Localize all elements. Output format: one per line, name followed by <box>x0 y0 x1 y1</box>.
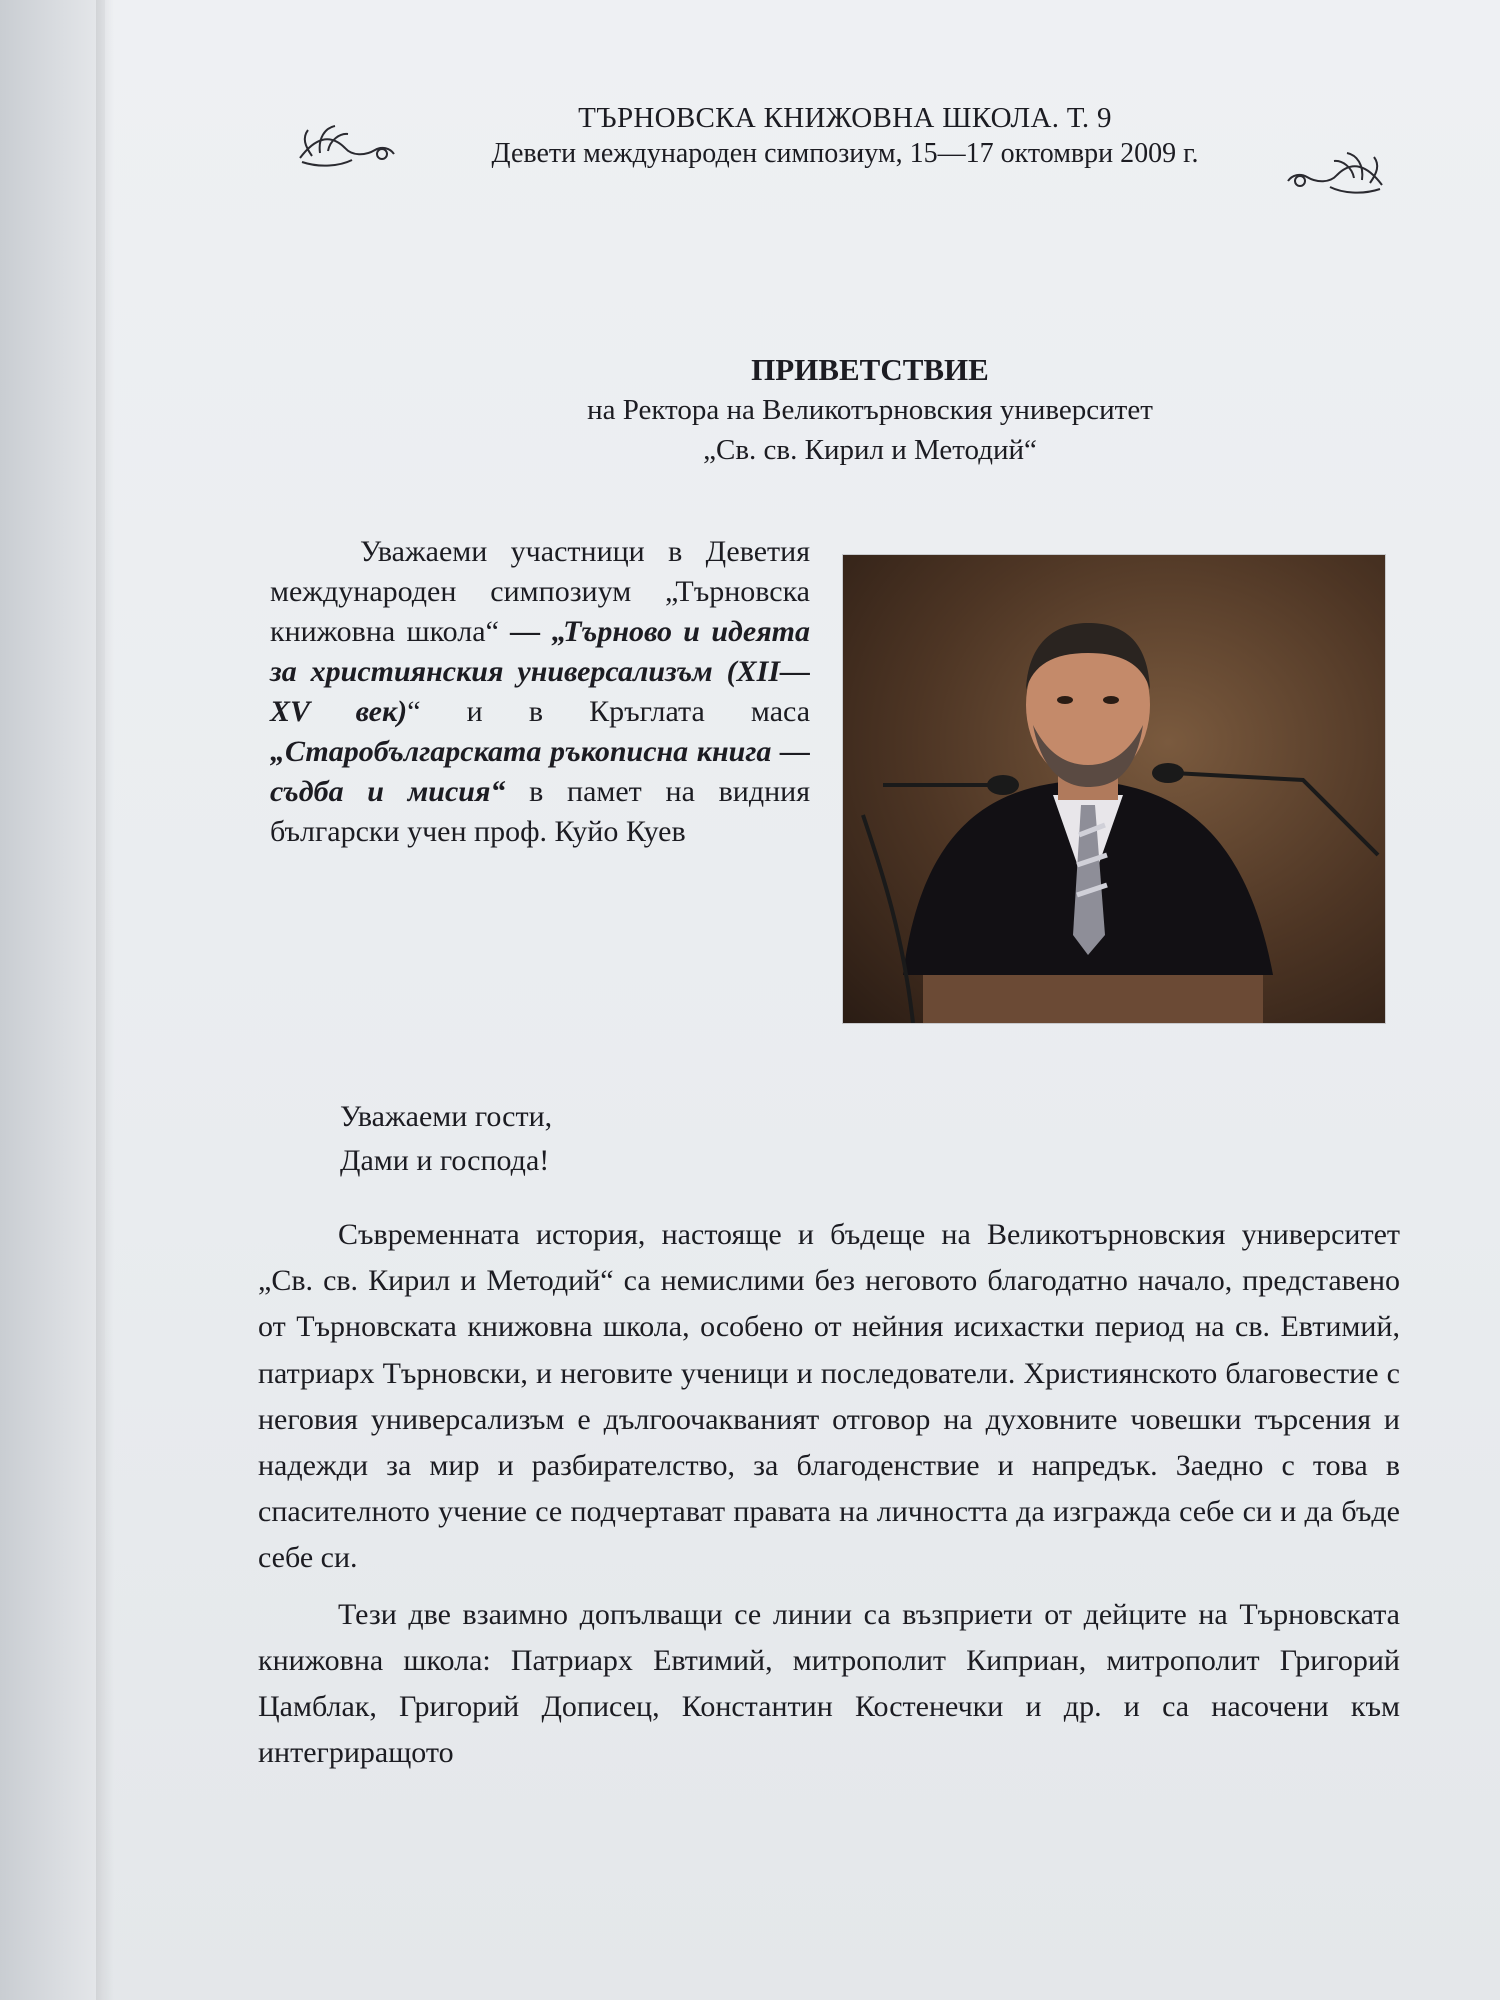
body-paragraph-2: Тези две взаимно допълващи се линии са възприети от дейците на Търновската книжовна школа: Патриарх Евтимий, митрополит Киприан, митрополит Григорий Цамблак, Григорий Дописец, Константин Костенечки и др. и са насочени към интегриращото <box>258 1597 1400 1770</box>
greeting <box>340 1095 552 1183</box>
intro-emphasis-1: — „Търново и идеята за християнския универсализъм (XII—XV век) <box>270 615 810 728</box>
book-gutter <box>0 0 105 2000</box>
title-subline-1: на Ректора на Великотърновския университет <box>587 394 1153 426</box>
title-block <box>430 350 1310 470</box>
page-title: ПРИВЕТСТВИЕ <box>751 352 989 387</box>
intro-paragraph <box>270 532 810 852</box>
greeting-line-1: Уважаеми гости, <box>340 1100 553 1133</box>
intro-emphasis-2: „Старобългарската ръкописна книга — съдба и мисия“ <box>270 735 810 808</box>
intro-text-1: Уважаеми участници в Деветия международен симпозиум „Търновска книжовна школа“ <box>270 535 810 648</box>
intro-text-2: “ и в Кръглата маса <box>407 695 811 728</box>
greeting-line-2: Дами и господа! <box>340 1144 550 1177</box>
speaker-figure-icon <box>843 555 1385 1023</box>
running-header <box>290 100 1400 172</box>
body-paragraph-1: Съвременната история, настояще и бъдеще на Великотърновския университет „Св. св. Кирил и Методий“ са немислими без неговото благодатно начало, представено от Търновската книжовна школа, особено от нейния исихастки период на св. Евтимий, патриарх Търновски, и неговите ученици и последователи. Християнското благовестие с неговия универсализъм е дългоочакваният отговор на духовните човешки търсения и надежди за мир и разбирателство, за благоденствие и напредък. Заедно с това в спасителното учение се подчертават правата на личността да изгражда себе си и да бъде себе си. <box>258 1218 1400 1575</box>
intro-text-3: в памет на видния български учен проф. Куйо Куев <box>270 775 810 848</box>
portrait-photo <box>843 555 1385 1023</box>
series-title: ТЪРНОВСКА КНИЖОВНА ШКОЛА. Т. 9 <box>578 102 1112 134</box>
title-subline-2: „Св. св. Кирил и Методий“ <box>703 434 1037 466</box>
symposium-subtitle: Девети международен симпозиум, 15—17 октомври 2009 г. <box>491 138 1199 169</box>
page-fold-shadow <box>96 0 114 2000</box>
body-text <box>258 1212 1400 1776</box>
